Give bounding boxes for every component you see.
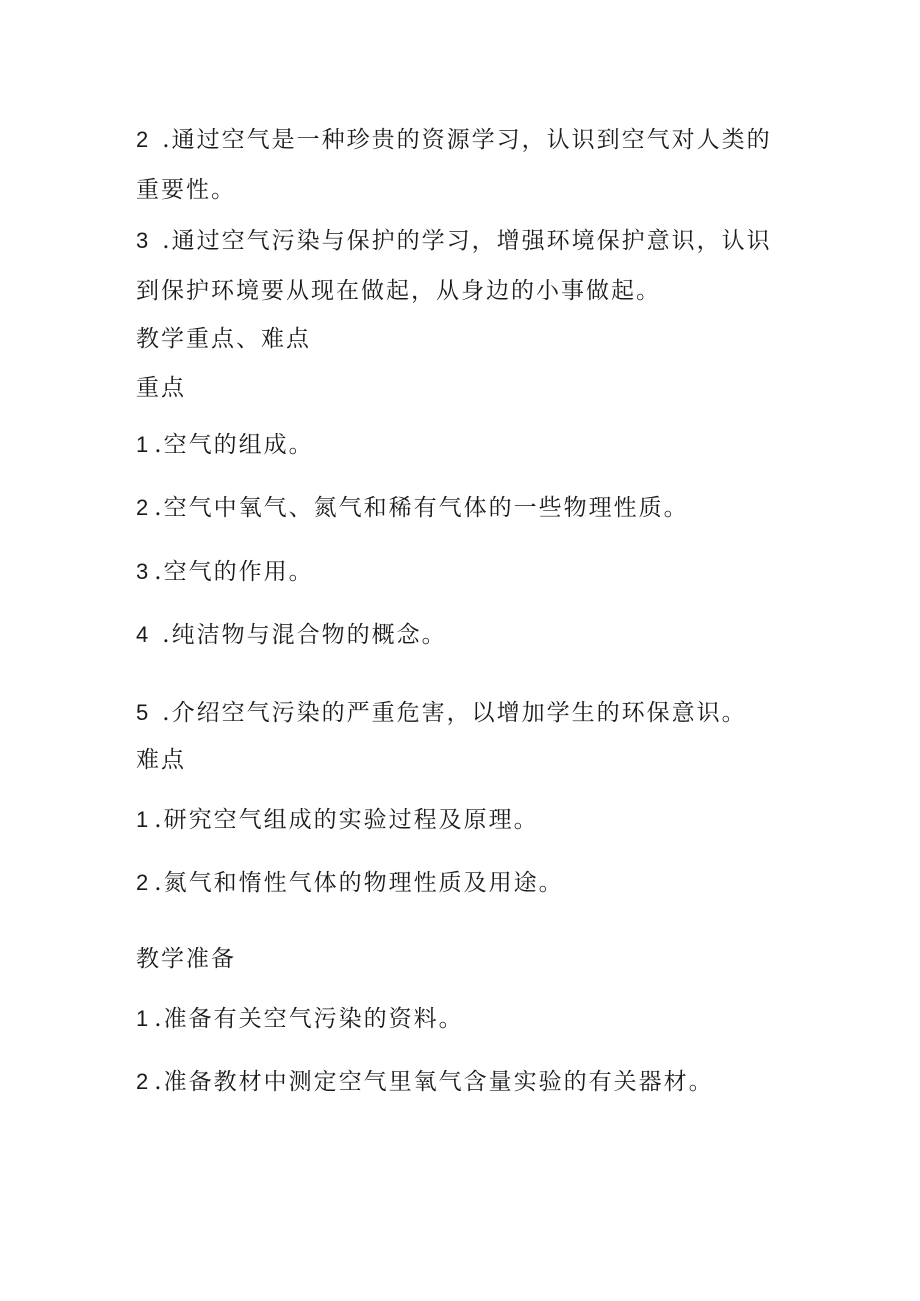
objective-3-text-2: 到保护环境要从现在做起，从身边的小事做起。 [136, 278, 661, 304]
item-dot: . [154, 559, 162, 585]
item-number: 1 [136, 1006, 149, 1031]
key-item-text: 空气的组成。 [163, 432, 314, 458]
item-dot: . [154, 870, 162, 896]
item-dot: . [162, 127, 170, 153]
item-number: 3 [136, 228, 149, 253]
item-number: 3 [136, 559, 149, 584]
key-item-text: 介绍空气污染的严重危害，以增加学生的环保意识。 [171, 700, 747, 726]
item-dot: . [162, 622, 170, 648]
preparation-item-2 [136, 1068, 714, 1096]
item-number: 2 [136, 127, 149, 152]
difficult-item-1 [136, 806, 539, 834]
key-points-heading: 重点 [136, 375, 186, 401]
difficult-points-heading: 难点 [136, 747, 186, 773]
difficult-item-2 [136, 869, 564, 897]
item-number: 2 [136, 870, 149, 895]
objective-2-line-2 [136, 176, 236, 204]
difficult-item-text: 研究空气组成的实验过程及原理。 [163, 807, 539, 833]
item-dot: . [154, 432, 162, 458]
objective-3-text-1: 通过空气污染与保护的学习，增强环境保护意识，认识 [171, 228, 772, 254]
item-dot: . [154, 807, 162, 833]
item-number: 1 [136, 807, 149, 832]
preparation-heading: 教学准备 [136, 946, 236, 972]
item-dot: . [154, 1069, 162, 1095]
item-number: 2 [136, 495, 149, 520]
difficult-item-text: 氮气和惰性气体的物理性质及用途。 [163, 870, 564, 896]
key-item-2 [136, 494, 689, 522]
key-item-3 [136, 558, 314, 586]
item-number: 2 [136, 1069, 149, 1094]
item-number: 5 [136, 700, 149, 725]
key-item-text: 纯洁物与混合物的概念。 [171, 622, 447, 648]
key-difficult-heading: 教学重点、难点 [136, 326, 311, 352]
objective-2-line-1 [136, 126, 772, 154]
key-item-text: 空气的作用。 [163, 559, 314, 585]
preparation-item-text: 准备有关空气污染的资料。 [163, 1006, 464, 1032]
objective-2-text-2: 重要性。 [136, 177, 236, 203]
key-item-5 [136, 699, 747, 727]
item-number: 4 [136, 622, 149, 647]
item-dot: . [154, 495, 162, 521]
key-item-1 [136, 431, 314, 459]
preparation-item-text: 准备教材中测定空气里氧气含量实验的有关器材。 [163, 1069, 714, 1095]
key-item-4 [136, 621, 447, 649]
item-dot: . [154, 1006, 162, 1032]
item-number: 1 [136, 432, 149, 457]
item-dot: . [162, 228, 170, 254]
objective-3-line-2 [136, 277, 661, 305]
objective-3-line-1 [136, 227, 772, 255]
preparation-item-1 [136, 1005, 464, 1033]
key-item-text: 空气中氧气、氮气和稀有气体的一些物理性质。 [163, 495, 689, 521]
item-dot: . [162, 700, 170, 726]
objective-2-text-1: 通过空气是一种珍贵的资源学习，认识到空气对人类的 [171, 127, 772, 153]
